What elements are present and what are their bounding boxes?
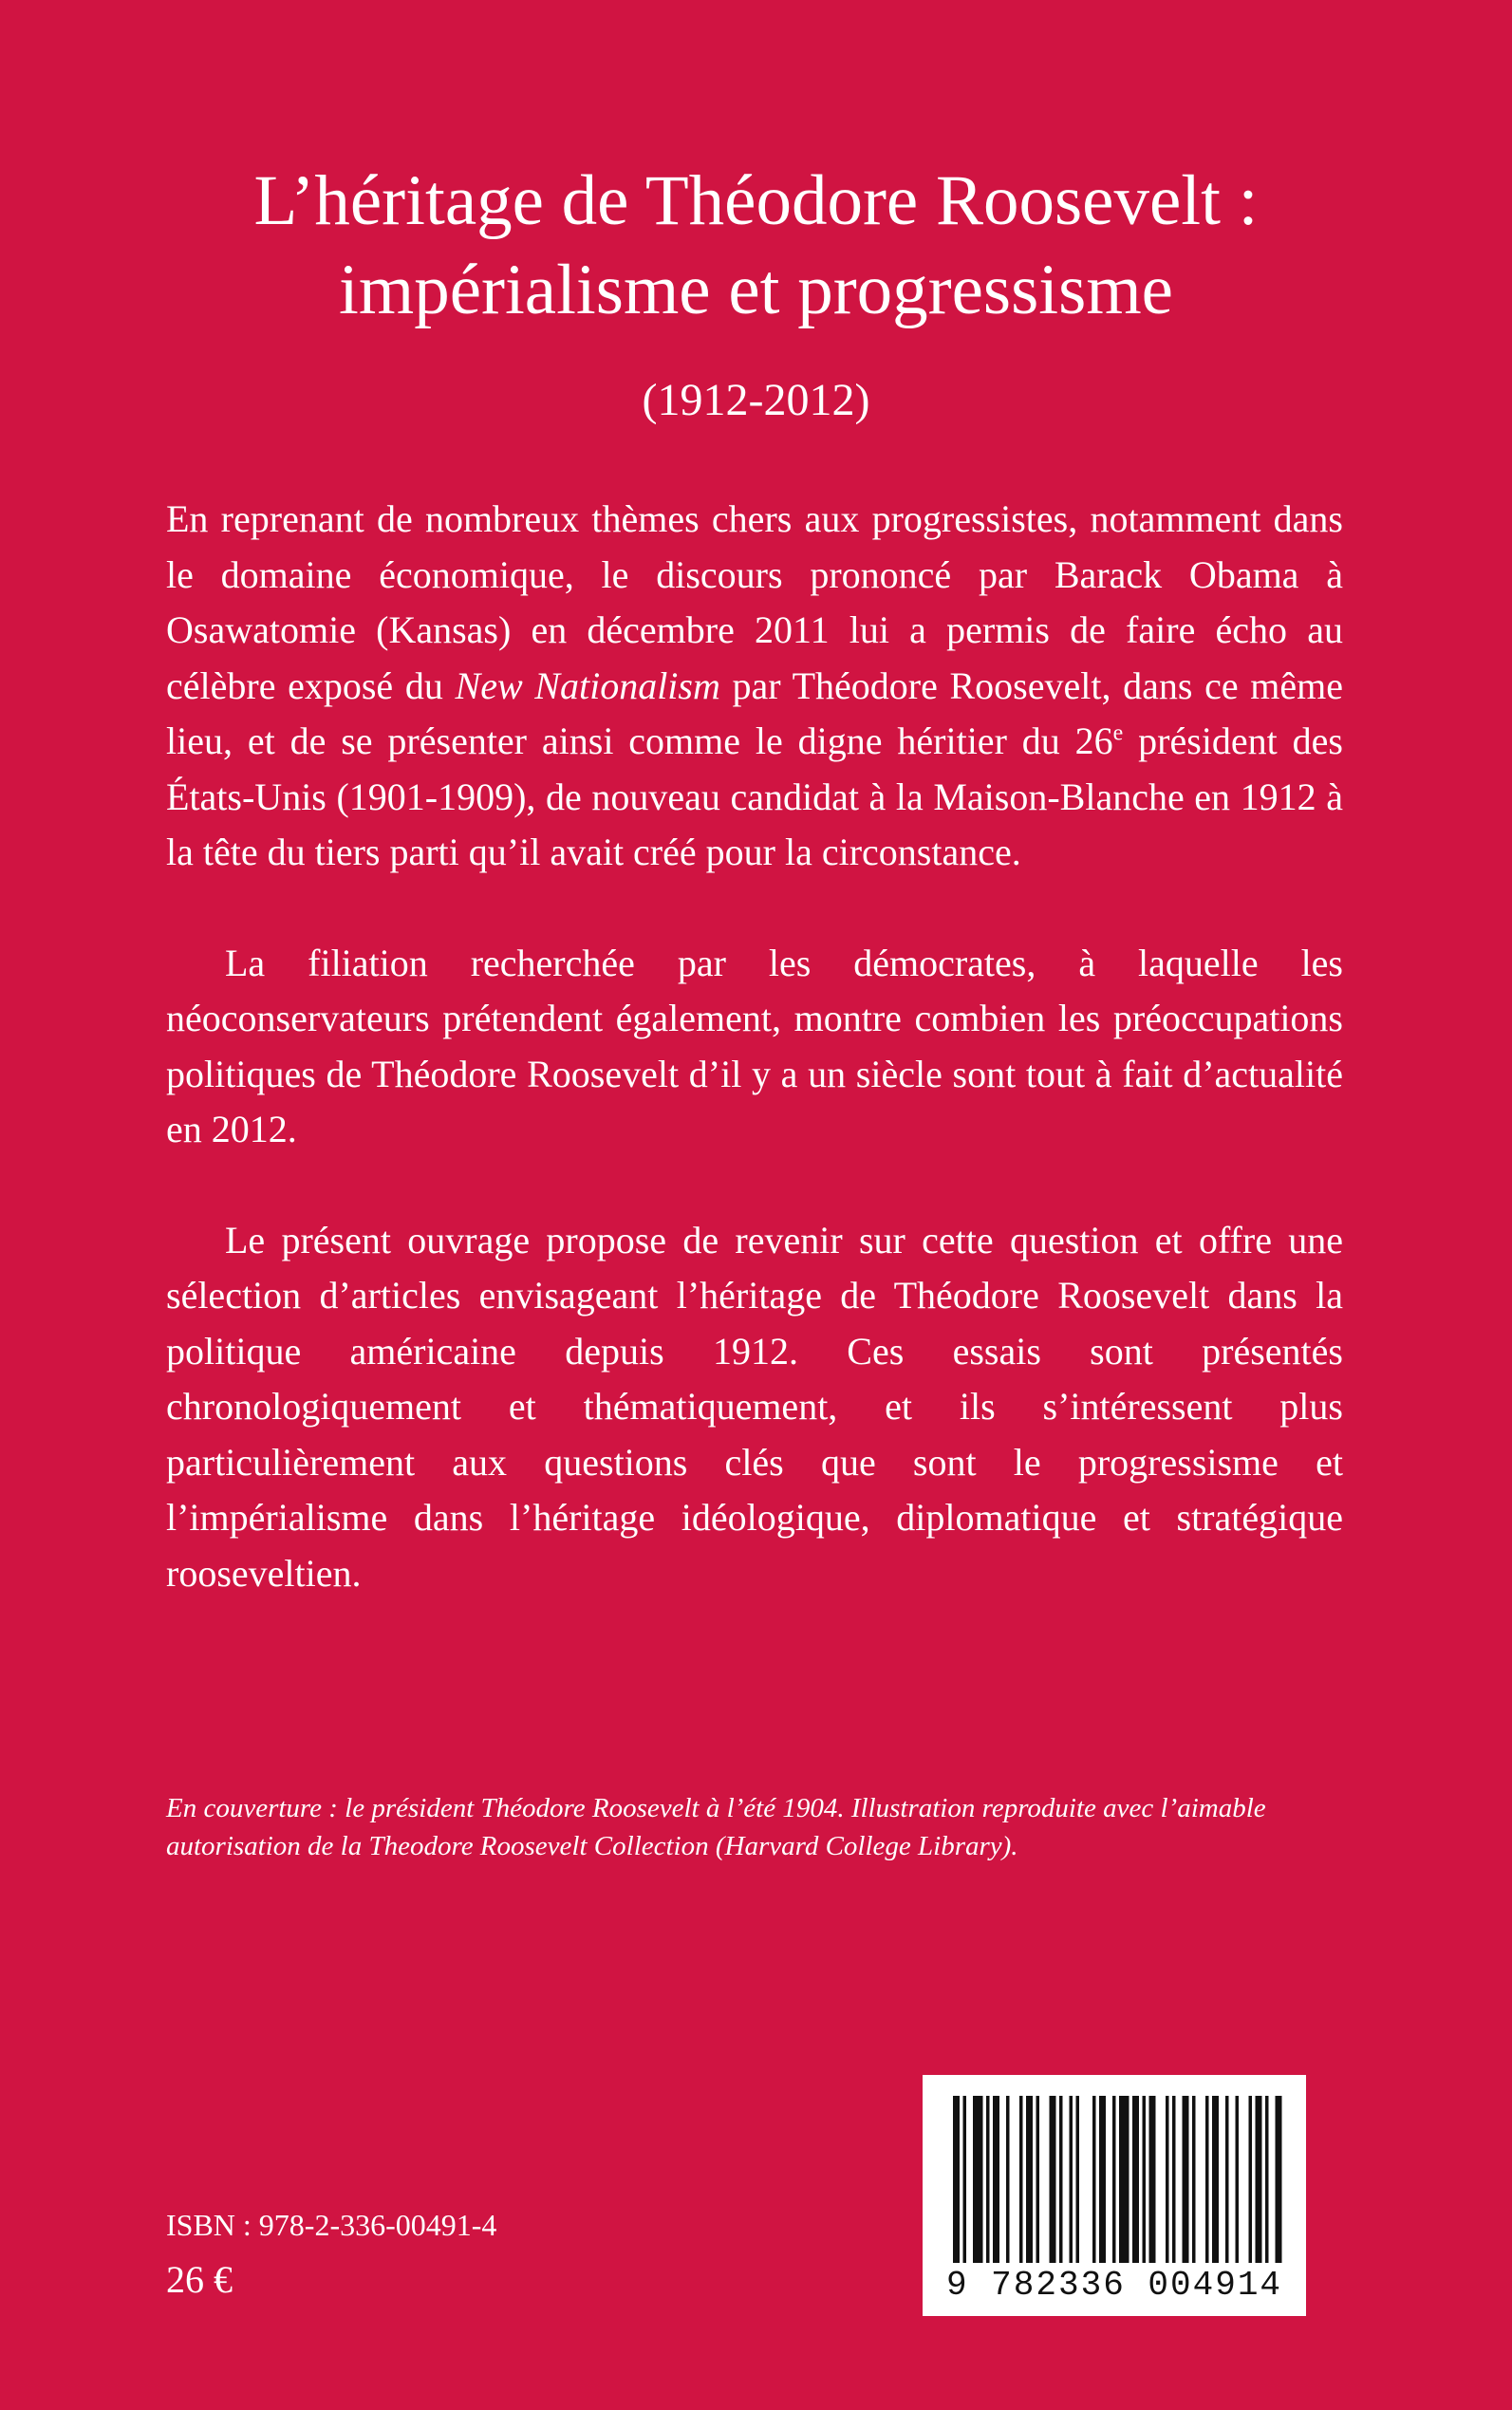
barcode-bar xyxy=(1192,2096,1196,2263)
barcode-bar xyxy=(963,2096,967,2263)
barcode-bar xyxy=(1119,2096,1129,2263)
barcode-bar xyxy=(1265,2096,1269,2263)
price: 26 € xyxy=(166,2258,233,2301)
barcode-digits: 9 782336 004914 xyxy=(945,2266,1283,2305)
barcode-bar xyxy=(1092,2096,1096,2263)
barcode-bar xyxy=(1276,2096,1282,2263)
blurb-p1-italic: New Nationalism xyxy=(455,663,720,707)
barcode-bar xyxy=(1183,2096,1189,2263)
book-dates: (1912-2012) xyxy=(642,375,870,425)
blurb-paragraph-1 xyxy=(166,492,1343,881)
barcode-bar xyxy=(1132,2096,1139,2263)
book-title xyxy=(95,157,1417,335)
barcode-bar xyxy=(1099,2096,1106,2263)
barcode-bar xyxy=(1143,2096,1147,2263)
barcode-bar xyxy=(1112,2096,1116,2263)
isbn: ISBN : 978-2-336-00491-4 xyxy=(166,2208,497,2242)
barcode-bar xyxy=(1205,2096,1209,2263)
cover-credit: En couverture : le président Théodore Roosevelt à l’été 1904. Illustration reproduite avec l’aimable autorisation de la Theodore Roosevelt Collection (Harvard College Library). xyxy=(166,1793,1266,1861)
barcode-bar xyxy=(1166,2096,1169,2263)
barcode-bar xyxy=(973,2096,983,2263)
barcode-bar xyxy=(1026,2096,1033,2263)
barcode-bar xyxy=(1149,2096,1156,2263)
barcode-bar xyxy=(1249,2096,1253,2263)
barcode-bar xyxy=(1225,2096,1229,2263)
barcode-bar xyxy=(1236,2096,1240,2263)
blurb-paragraph-3: Le présent ouvrage propose de revenir sur cette question et offre une sélection d’articles envisageant l’héritage de Théodore Roosevelt dans la politique américaine depuis 1912. Ces essais sont présentés chronologiquement et thématiquement, et ils s’intéressent plus particulièrement aux questions clés que sont le progressisme et l’impérialisme dans l’héritage idéologique, diplomatique et stratégique rooseveltien. xyxy=(166,1218,1343,1595)
barcode-bar xyxy=(1050,2096,1056,2263)
title-line-1: L’héritage de Théodore Roosevelt : xyxy=(253,161,1259,240)
title-line-2: impérialisme et progressisme xyxy=(339,251,1173,329)
barcode-bar xyxy=(953,2096,960,2263)
barcode-bar xyxy=(1036,2096,1040,2263)
blurb xyxy=(166,492,1343,1601)
barcode-bar xyxy=(1076,2096,1080,2263)
barcode-bar xyxy=(1006,2096,1010,2263)
barcode-bar xyxy=(1070,2096,1073,2263)
blurb-paragraph-2: La filiation recherchée par les démocrates, à laquelle les néoconservateurs prétendent également, montre combien les préoccupations politiques de Théodore Roosevelt d’il y a un siècle sont tout à fait d’actualité en 2012. xyxy=(166,941,1343,1150)
barcode-bar xyxy=(986,2096,990,2263)
barcode-bar xyxy=(1212,2096,1219,2263)
barcode-bar xyxy=(1059,2096,1063,2263)
barcode-bar xyxy=(1172,2096,1176,2263)
blurb-p1-part-a: En reprenant de nombreux thèmes chers aux progressistes, notamment dans le domaine économique, le discours prononcé par Barack Obama à Osawatomie (Kansas) en décembre 2011 lui a permis de faire écho au célèbre exposé du xyxy=(166,497,1343,707)
barcode-bar xyxy=(1019,2096,1023,2263)
barcode-bar xyxy=(1256,2096,1262,2263)
barcode-bar xyxy=(993,2096,999,2263)
blurb-p1-part-c: président des États-Unis (1901-1909), de nouveau candidat à la Maison-Blanche en 1912 à la tête du tiers parti qu’il avait créé pour la circonstance. xyxy=(166,719,1343,873)
barcode xyxy=(923,2075,1306,2316)
blurb-p1-part-b: par Théodore Roosevelt, dans ce même lieu, et de se présenter ainsi comme le digne héritier du 26 xyxy=(166,663,1344,762)
blurb-p1-superscript: e xyxy=(1112,720,1124,746)
